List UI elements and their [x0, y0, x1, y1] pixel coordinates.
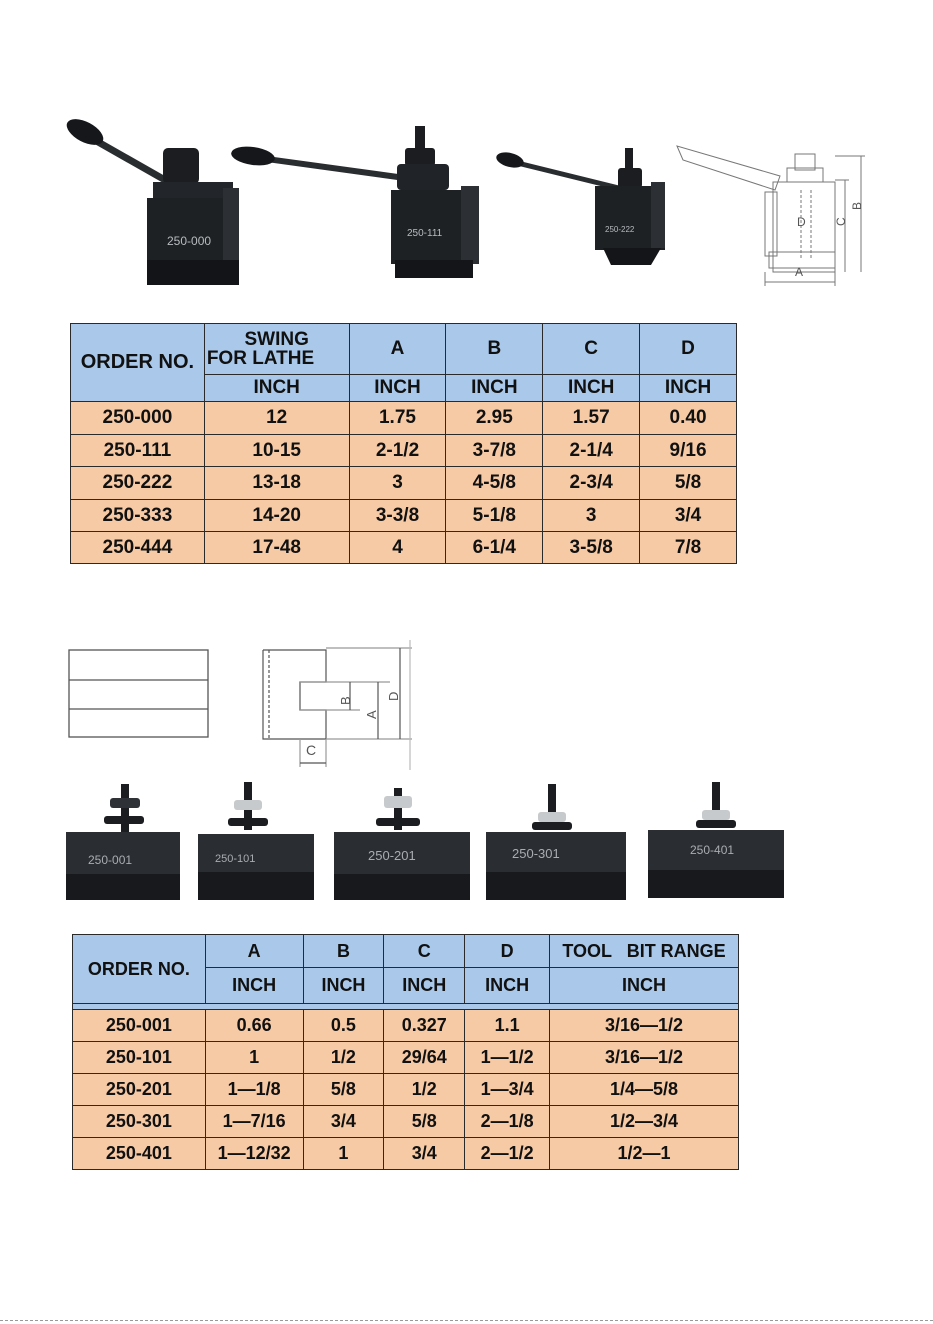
dim-letter-b: B	[850, 201, 864, 210]
cell-tool-bit: 1/2—3/4	[550, 1106, 739, 1138]
tool-post-250-222	[495, 148, 665, 265]
header-unit: INCH	[550, 968, 739, 1004]
cell-b: 4-5/8	[446, 467, 543, 500]
dim-letter-a: A	[795, 265, 804, 279]
cell-order-no: 250-000	[71, 402, 205, 435]
cell-c: 5/8	[384, 1106, 465, 1138]
cell-a: 4	[349, 532, 446, 564]
tool-post-photos	[55, 110, 875, 295]
holder-label-1: 250-101	[215, 853, 256, 865]
tool-post-dimension-drawing	[677, 146, 865, 286]
cell-b: 0.5	[303, 1010, 384, 1042]
header-col-d: D	[640, 324, 737, 375]
cell-tool-bit: 1/2—1	[550, 1138, 739, 1170]
table-row	[71, 435, 737, 467]
cell-tool-bit: 3/16—1/2	[550, 1010, 739, 1042]
cell-order-no: 250-101	[73, 1042, 206, 1074]
cell-b: 6-1/4	[446, 532, 543, 564]
cell-c: 3/4	[384, 1138, 465, 1170]
dim-letter-c: C	[834, 217, 848, 226]
header-order-no: ORDER NO.	[73, 935, 206, 1004]
cell-b: 1	[303, 1138, 384, 1170]
cell-a: 0.66	[205, 1010, 303, 1042]
holder-label-2: 250-201	[368, 848, 416, 863]
dim-letter-d: D	[797, 215, 806, 229]
tool-post-label-2: 250-222	[605, 225, 635, 234]
cell-b: 2.95	[446, 402, 543, 435]
cell-swing: 10-15	[204, 435, 349, 467]
cell-b: 1/2	[303, 1042, 384, 1074]
cell-a: 1—1/8	[205, 1074, 303, 1106]
holder-profile-svg	[60, 635, 430, 775]
tool-holder-250-001	[66, 784, 180, 900]
header-swing	[204, 324, 349, 375]
tool-post-spec-table	[70, 323, 737, 564]
header-swing-line2: FOR LATHE	[206, 348, 315, 369]
cell-c: 2-1/4	[543, 435, 640, 467]
tool-holder-250-201	[334, 788, 470, 900]
cell-swing: 13-18	[204, 467, 349, 500]
cell-swing: 12	[204, 402, 349, 435]
cell-a: 1	[205, 1042, 303, 1074]
tool-holder-photos	[60, 778, 790, 908]
cell-b: 3-7/8	[446, 435, 543, 467]
cell-b: 5-1/8	[446, 500, 543, 532]
header-col-c: C	[384, 935, 465, 968]
cell-c: 2-3/4	[543, 467, 640, 500]
header-unit: INCH	[349, 375, 446, 402]
cell-order-no: 250-401	[73, 1138, 206, 1170]
holder-label-3: 250-301	[512, 846, 560, 861]
cell-a: 3	[349, 467, 446, 500]
tool-post-250-111	[230, 126, 479, 278]
tool-holder-250-401	[648, 782, 784, 898]
profile-letter-d: D	[386, 691, 401, 701]
cell-d: 2—1/2	[465, 1138, 550, 1170]
cell-a: 1.75	[349, 402, 446, 435]
header-col-b: B	[303, 935, 384, 968]
cell-d: 7/8	[640, 532, 737, 564]
cell-b: 3/4	[303, 1106, 384, 1138]
table-row	[71, 500, 737, 532]
table-row	[73, 1138, 739, 1170]
cell-c: 1/2	[384, 1074, 465, 1106]
cell-b: 5/8	[303, 1074, 384, 1106]
cell-a: 3-3/8	[349, 500, 446, 532]
holder-label-4: 250-401	[690, 843, 735, 857]
cell-d: 0.40	[640, 402, 737, 435]
header-col-b: B	[446, 324, 543, 375]
page-bottom-rule	[0, 1320, 933, 1321]
tool-holder-photos-svg	[60, 778, 790, 908]
cell-d: 2—1/8	[465, 1106, 550, 1138]
cell-order-no: 250-222	[71, 467, 205, 500]
cell-d: 1.1	[465, 1010, 550, 1042]
table-row	[73, 1042, 739, 1074]
cell-order-no: 250-333	[71, 500, 205, 532]
holder-label-0: 250-001	[88, 853, 133, 867]
holder-front-view	[69, 650, 208, 737]
table-row	[73, 1074, 739, 1106]
table-row	[71, 532, 737, 564]
cell-c: 1.57	[543, 402, 640, 435]
table-row	[71, 467, 737, 500]
header-order-no: ORDER NO.	[71, 324, 205, 402]
tool-holder-250-301	[486, 784, 626, 900]
tool-post-photos-svg	[55, 110, 875, 295]
profile-letter-c: C	[306, 742, 317, 758]
cell-d: 5/8	[640, 467, 737, 500]
table-row	[71, 402, 737, 435]
header-unit: INCH	[543, 375, 640, 402]
header-col-a: A	[349, 324, 446, 375]
cell-tool-bit: 3/16—1/2	[550, 1042, 739, 1074]
cell-order-no: 250-444	[71, 532, 205, 564]
header-unit: INCH	[640, 375, 737, 402]
cell-c: 0.327	[384, 1010, 465, 1042]
header-tool-bit-range: TOOL BIT RANGE	[550, 935, 739, 968]
cell-d: 9/16	[640, 435, 737, 467]
cell-a: 1—7/16	[205, 1106, 303, 1138]
header-unit: INCH	[205, 968, 303, 1004]
tool-holder-250-101	[198, 782, 314, 900]
tool-post-250-000	[63, 114, 239, 285]
profile-letter-a: A	[364, 710, 379, 719]
cell-a: 2-1/2	[349, 435, 446, 467]
cell-swing: 14-20	[204, 500, 349, 532]
cell-c: 29/64	[384, 1042, 465, 1074]
tool-holder-spec-table	[72, 934, 739, 1170]
cell-d: 1—3/4	[465, 1074, 550, 1106]
cell-a: 1—12/32	[205, 1138, 303, 1170]
header-swing-line1: SWING	[244, 329, 309, 350]
cell-d: 3/4	[640, 500, 737, 532]
table-row	[73, 1106, 739, 1138]
header-col-c: C	[543, 324, 640, 375]
cell-order-no: 250-001	[73, 1010, 206, 1042]
cell-order-no: 250-201	[73, 1074, 206, 1106]
header-unit: INCH	[446, 375, 543, 402]
cell-c: 3-5/8	[543, 532, 640, 564]
cell-swing: 17-48	[204, 532, 349, 564]
header-unit: INCH	[204, 375, 349, 402]
cell-tool-bit: 1/4—5/8	[550, 1074, 739, 1106]
cell-d: 1—1/2	[465, 1042, 550, 1074]
cell-order-no: 250-301	[73, 1106, 206, 1138]
profile-letter-b: B	[338, 696, 353, 705]
header-unit: INCH	[465, 968, 550, 1004]
cell-c: 3	[543, 500, 640, 532]
holder-profile-diagrams	[60, 635, 430, 775]
table-row	[73, 1010, 739, 1042]
tool-post-label-1: 250-111	[407, 228, 443, 239]
tool-post-label-0: 250-000	[167, 234, 212, 248]
header-col-d: D	[465, 935, 550, 968]
header-unit: INCH	[303, 968, 384, 1004]
cell-order-no: 250-111	[71, 435, 205, 467]
header-col-a: A	[205, 935, 303, 968]
header-unit: INCH	[384, 968, 465, 1004]
